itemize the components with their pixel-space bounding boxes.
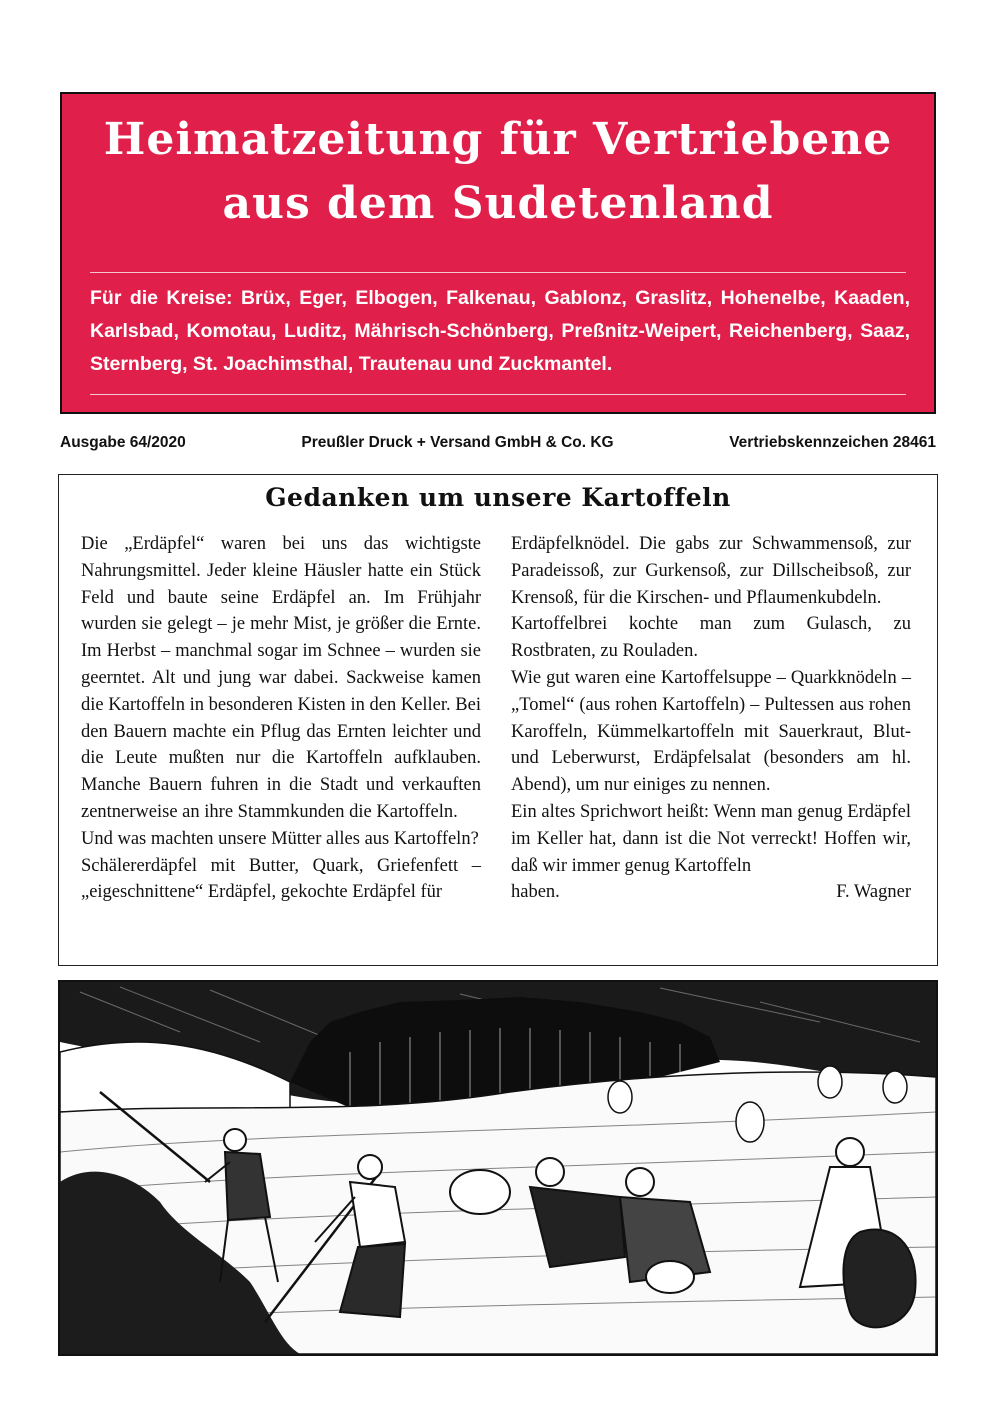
publisher: Preußler Druck + Versand GmbH & Co. KG — [301, 434, 614, 451]
article-paragraph: Kartoffelbrei kochte man zum Gulasch, zu Rostbraten, zu Rouladen. — [511, 614, 911, 662]
article-signoff — [511, 879, 911, 906]
masthead-divider-top — [90, 272, 906, 273]
title-line-2: aus dem Sudetenland — [222, 178, 774, 229]
issue-number: Ausgabe 64/2020 — [60, 434, 186, 451]
distribution-code: Vertriebskennzeichen 28461 — [729, 434, 936, 451]
author-name: F. Wagner — [836, 882, 911, 903]
article-column-left — [81, 531, 481, 906]
newspaper-title — [62, 108, 934, 236]
harvest-scene-drawing — [60, 982, 936, 1354]
regions-list: Für die Kreise: Brüx, Eger, Elbogen, Falkenau, Gablonz, Graslitz, Hohenelbe, Kaaden, Karlsbad, Komotau, Luditz, Mährisch-Schönberg, Preßnitz-Weipert, Reichenberg, Saaz, Sternberg, St. Joachimsthal, Trautenau und Zuckmantel. — [90, 287, 910, 375]
article-column-right — [511, 531, 911, 906]
article-box — [58, 474, 938, 966]
article-paragraph: Schälererdäpfel mit Butter, Quark, Griefenfett – „eigeschnittene“ Erdäpfel, gekochte Erdäpfel für — [81, 855, 481, 903]
closing-word: haben. — [511, 882, 560, 903]
potato-harvest-illustration — [58, 980, 938, 1356]
article-paragraph: Wie gut waren eine Kartoffelsuppe – Quarkknödeln – „Tomel“ (aus rohen Kartoffeln) – Pultessen aus rohen Karoffeln, Kümmelkartoffeln mit Sauerkraut, Blut- und Leberwurst, Erdäpfelsalat (besonders am hl. Abend), um nur einiges zu nennen. — [511, 667, 911, 796]
title-line-1: Heimatzeitung für Vertriebene — [103, 114, 893, 165]
potato-basket — [450, 1170, 510, 1214]
article-title: Gedanken um unsere Kartoffeln — [265, 483, 731, 512]
article-paragraph: Die „Erdäpfel“ waren bei uns das wichtigste Nahrungsmittel. Jeder kleine Häusler hatte ein Stück Feld und baute seine Erdäpfel an. Im Frühjahr wurden sie gelegt – je mehr Mist, je größer die Ernte. Im Herbst – manchmal sogar im Schnee – wurden sie geerntet. Alt und jung war dabei. Sackweise kamen die Kartoffeln in besonderen Kisten in den Keller. Bei den Bauern machte ein Pflug das Ernten leichter und die Leute mußten nur die Kartoffeln aufklauben. Manche Bauern fuhren in die Stadt und verkauften zentnerweise an ihre Stammkunden die Kartoffeln. — [81, 534, 481, 822]
article-paragraph: Und was machten unsere Mütter alles aus Kartoffeln? — [81, 828, 479, 849]
issue-info-bar — [60, 434, 936, 452]
masthead-banner — [60, 92, 936, 414]
article-paragraph: Erdäpfelknödel. Die gabs zur Schwammensoß, zur Paradeissoß, zur Gurkensoß, zur Dillscheibsoß, zur Krensoß, für die Kirschen- und Pflaumenkubdeln. — [511, 534, 911, 608]
article-paragraph: Ein altes Sprichwort heißt: Wenn man genug Erdäpfel im Keller hat, dann ist die Not verreckt! Hoffen wir, daß wir immer genug Kartoffeln — [511, 801, 911, 876]
masthead-divider-bottom — [90, 394, 906, 395]
